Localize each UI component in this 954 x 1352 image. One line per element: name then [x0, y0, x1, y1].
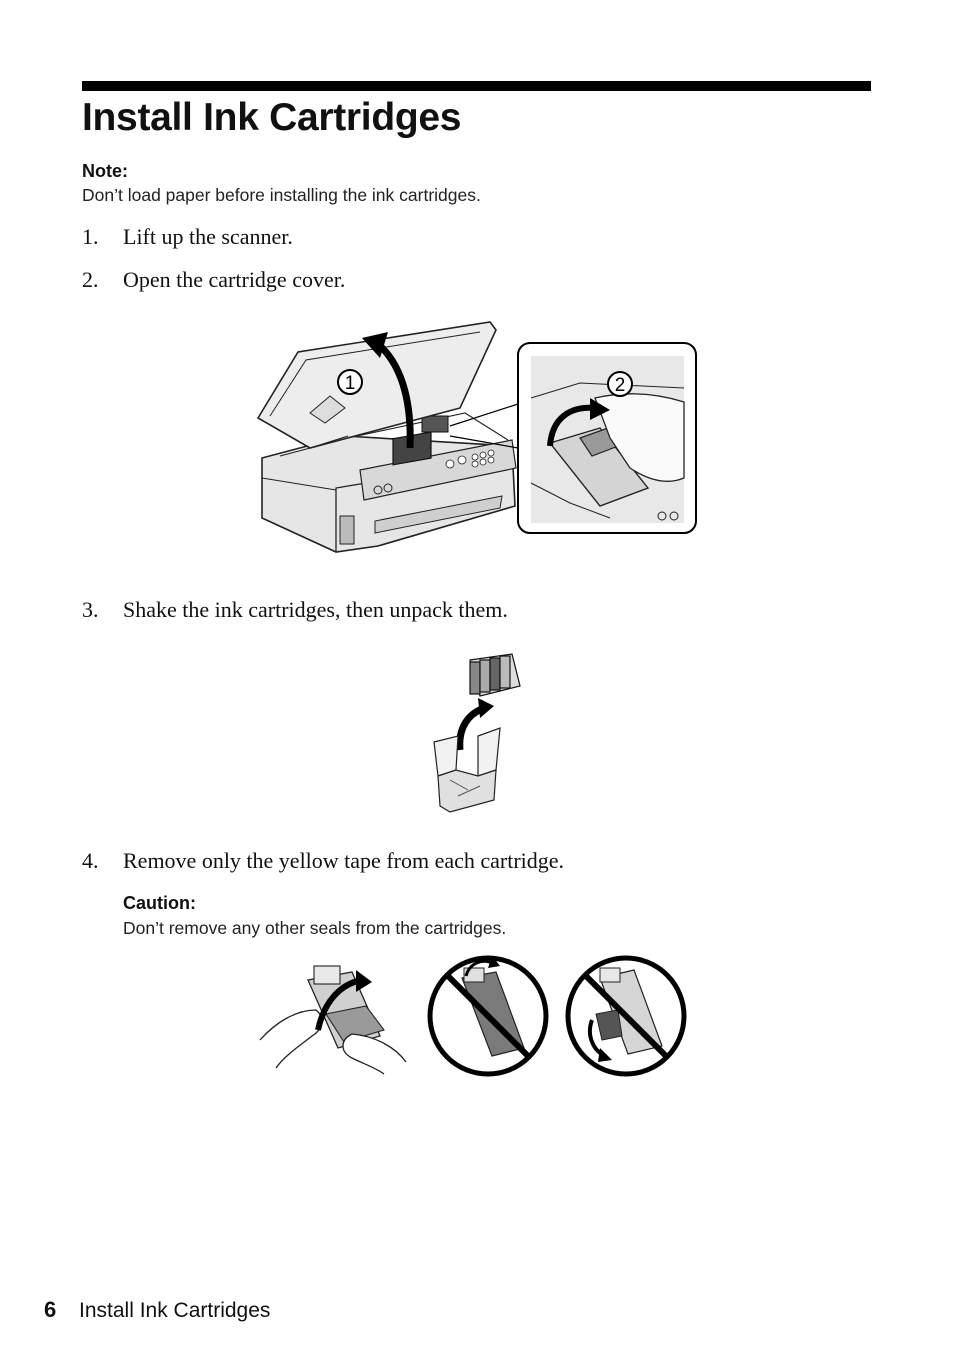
correct-tape-removal: [260, 966, 406, 1074]
note-text: Don’t load paper before installing the ink cartridges.: [82, 185, 481, 205]
page-title: Install Ink Cartridges: [82, 96, 462, 139]
step-number: 3.: [82, 597, 99, 622]
printer-open-illustration: [250, 318, 702, 568]
step-text: Shake the ink cartridges, then unpack them.: [123, 597, 508, 622]
step-number: 1.: [82, 224, 99, 249]
caution-label: Caution:: [123, 893, 196, 913]
prohibited-top-seal-removal-icon: [430, 956, 546, 1074]
note-label: Note:: [82, 161, 128, 181]
page-number: 6: [44, 1297, 57, 1322]
header-rule: [82, 81, 871, 91]
step-number: 4.: [82, 848, 99, 873]
footer-section-title: Install Ink Cartridges: [79, 1299, 271, 1322]
step-text: Lift up the scanner.: [123, 224, 293, 249]
callout-1: 1: [344, 373, 356, 394]
tape-removal-illustration: [256, 952, 692, 1082]
step-text: Open the cartridge cover.: [123, 267, 346, 292]
callout-2: 2: [614, 375, 626, 396]
step-number: 2.: [82, 267, 99, 292]
prohibited-side-label-removal-icon: [568, 958, 684, 1074]
step-text: Remove only the yellow tape from each cartridge.: [123, 848, 565, 873]
caution-text: Don’t remove any other seals from the cartridges.: [123, 918, 507, 938]
cartridge-unpack-illustration: [428, 650, 524, 816]
